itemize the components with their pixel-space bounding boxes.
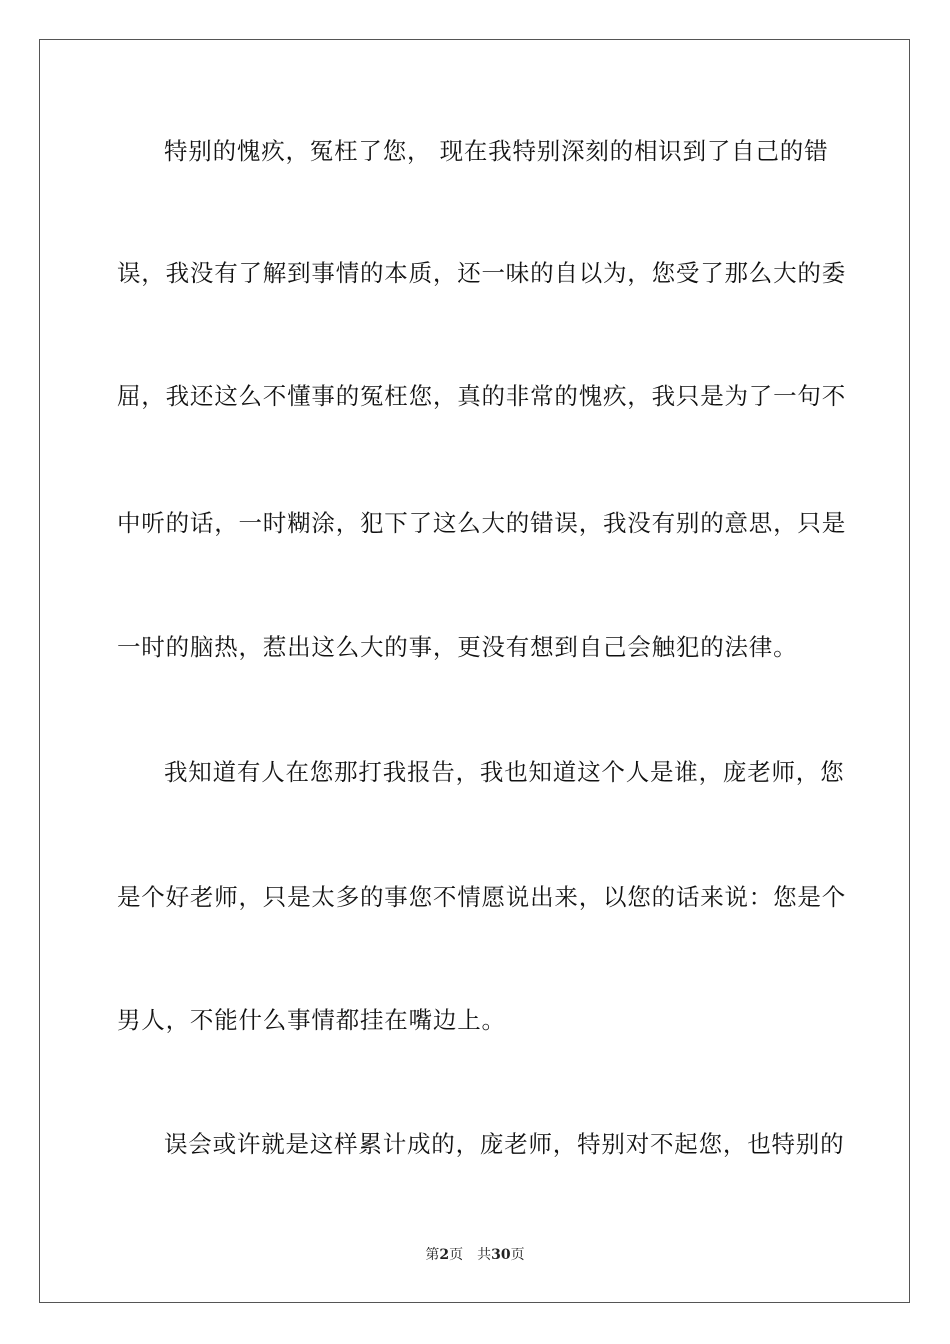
paragraph-2-line-3: 男人，不能什么事情都挂在嘴边上。 [117, 1006, 506, 1034]
paragraph-1-line-5: 一时的脑热，惹出这么大的事，更没有想到自己会触犯的法律。 [117, 633, 798, 661]
page-border [39, 39, 910, 1303]
paragraph-2-line-1: 我知道有人在您那打我报告，我也知道这个人是谁，庞老师，您 [164, 758, 845, 786]
page-number: 2 [439, 1247, 450, 1263]
total-pages: 30 [491, 1247, 511, 1263]
paragraph-1-line-3: 屈，我还这么不懂事的冤枉您，真的非常的愧疚，我只是为了一句不 [117, 382, 846, 410]
page-suffix: 页 [449, 1247, 464, 1263]
paragraph-2-line-2: 是个好老师，只是太多的事您不情愿说出来，以您的话来说：您是个 [117, 883, 846, 911]
paragraph-1-line-1: 特别的愧疚，冤枉了您， 现在我特别深刻的相识到了自己的错 [164, 137, 829, 165]
page-footer [0, 1246, 950, 1264]
paragraph-1-line-2: 误，我没有了解到事情的本质，还一味的自以为，您受了那么大的委 [117, 259, 846, 287]
total-prefix: 共 [477, 1247, 492, 1263]
total-suffix: 页 [510, 1247, 525, 1263]
paragraph-1-line-4: 中听的话，一时糊涂，犯下了这么大的错误，我没有别的意思，只是 [117, 509, 846, 537]
paragraph-3-line-1: 误会或许就是这样累计成的，庞老师，特别对不起您，也特别的 [164, 1130, 845, 1158]
page-prefix: 第 [425, 1247, 440, 1263]
